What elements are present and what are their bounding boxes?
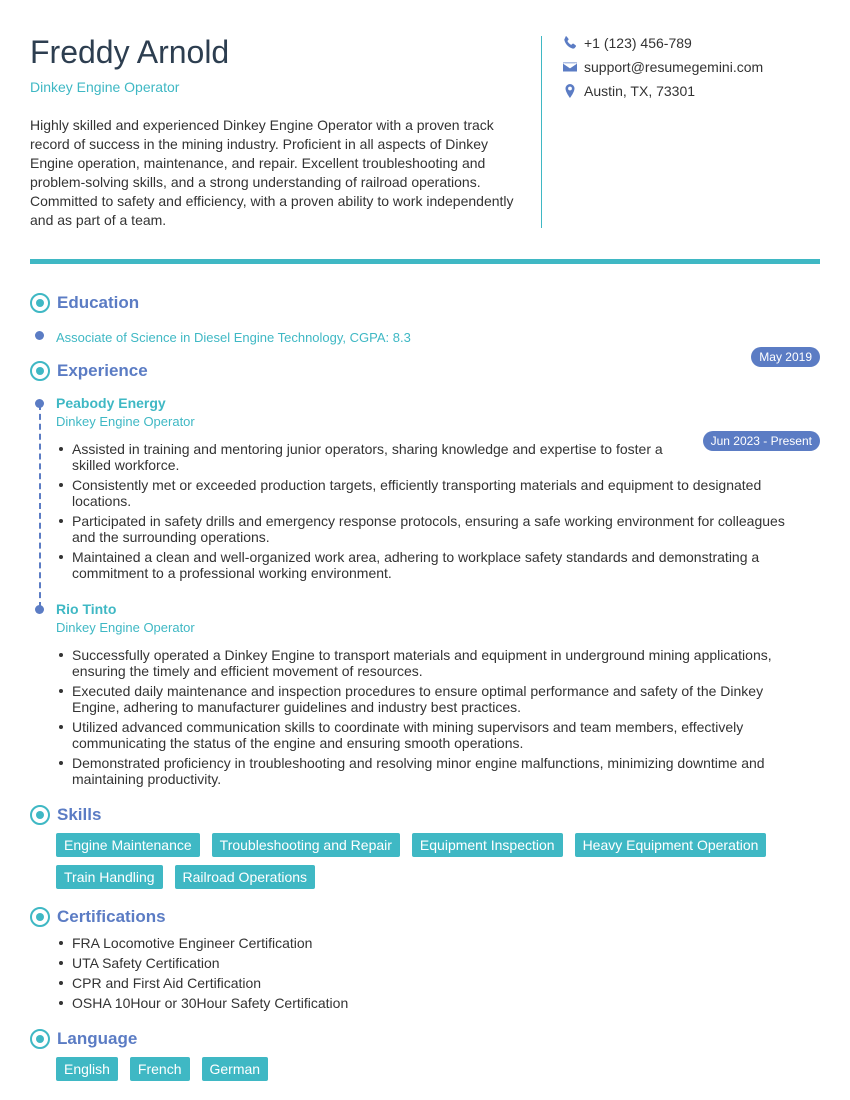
- list-item: Utilized advanced communication skills to coordinate with mining supervisors and team members, effectively communicating the status of the engine and ensuring smooth operations.: [72, 719, 800, 751]
- timeline-line: [39, 404, 41, 608]
- section-title: Education: [57, 293, 140, 312]
- list-item: Assisted in training and mentoring junior operators, sharing knowledge and expertise to foster a skilled workforce.: [72, 441, 682, 473]
- timeline-dot: [35, 605, 44, 614]
- job-role: Dinkey Engine Operator: [56, 414, 195, 429]
- timeline-dot: [35, 399, 44, 408]
- skills-tags: [56, 833, 816, 889]
- skill-tag: Engine Maintenance: [56, 833, 200, 857]
- job-date-badge: Jun 2023 - Present: [703, 431, 820, 451]
- certifications-list: [56, 935, 800, 1015]
- skill-tag: Heavy Equipment Operation: [575, 833, 767, 857]
- skill-tag: Troubleshooting and Repair: [212, 833, 400, 857]
- job-company: Peabody Energy: [56, 395, 166, 411]
- location-text: Austin, TX, 73301: [584, 83, 696, 99]
- section-bullet-icon: [30, 361, 50, 381]
- list-item: Participated in safety drills and emergency response protocols, ensuring a safe working environment for colleagues and the surrounding operations.: [72, 513, 800, 545]
- section-bullet-icon: [30, 1029, 50, 1049]
- timeline-dot: [35, 331, 44, 340]
- map-pin-icon: [562, 83, 578, 99]
- header-divider: [541, 36, 542, 228]
- education-date-badge: May 2019: [751, 347, 820, 367]
- section-title: Experience: [57, 361, 148, 380]
- section-title: Language: [57, 1029, 138, 1048]
- header-separator: [30, 259, 820, 264]
- list-item: Maintained a clean and well-organized work area, adhering to workplace safety standards and demonstrating a commitment to a professional working environment.: [72, 549, 800, 581]
- job-company: Rio Tinto: [56, 601, 117, 617]
- list-item: FRA Locomotive Engineer Certification: [72, 935, 800, 951]
- language-tag: French: [130, 1057, 190, 1081]
- section-title: Certifications: [57, 907, 166, 926]
- job-bullets: [56, 441, 800, 585]
- job-role: Dinkey Engine Operator: [56, 620, 195, 635]
- candidate-name: Freddy Arnold: [30, 34, 230, 70]
- language-header: [30, 1029, 137, 1049]
- language-tag: German: [202, 1057, 269, 1081]
- certifications-header: [30, 907, 166, 927]
- section-bullet-icon: [30, 805, 50, 825]
- summary-text: Highly skilled and experienced Dinkey Engine Operator with a proven track record of success in the mining industry. Proficient in all aspects of Dinkey Engine operation, maintenance, and repair. Excellent troubleshooting and problem-solving skills, and a strong understanding of railroad operations. Committed to safety and efficiency, with a proven ability to work independently and as part of a team.: [30, 117, 514, 228]
- skill-tag: Railroad Operations: [175, 865, 316, 889]
- list-item: CPR and First Aid Certification: [72, 975, 800, 991]
- skill-tag: Equipment Inspection: [412, 833, 563, 857]
- list-item: Successfully operated a Dinkey Engine to transport materials and equipment in underground mining applications, ensuring the timely and efficient movement of resources.: [72, 647, 800, 679]
- phone-text: +1 (123) 456-789: [584, 35, 692, 51]
- education-degree: Associate of Science in Diesel Engine Technology, CGPA: 8.3: [56, 330, 411, 345]
- list-item: Consistently met or exceeded production targets, efficiently transporting materials and equipment to designated locations.: [72, 477, 800, 509]
- skills-header: [30, 805, 101, 825]
- education-header: [30, 293, 139, 313]
- list-item: OSHA 10Hour or 30Hour Safety Certification: [72, 995, 800, 1011]
- list-item: Demonstrated proficiency in troubleshooting and resolving minor engine malfunctions, minimizing downtime and maintaining productivity.: [72, 755, 800, 787]
- contact-phone: [562, 35, 692, 51]
- list-item: UTA Safety Certification: [72, 955, 800, 971]
- phone-icon: [562, 35, 578, 51]
- contact-location: [562, 83, 695, 99]
- section-title: Skills: [57, 805, 102, 824]
- list-item: Executed daily maintenance and inspection procedures to ensure optimal performance and safety of the Dinkey Engine, adhering to manufacturer guidelines and industry best practices.: [72, 683, 800, 715]
- section-bullet-icon: [30, 293, 50, 313]
- candidate-title: Dinkey Engine Operator: [30, 79, 180, 95]
- email-text[interactable]: support@resumegemini.com: [584, 59, 764, 75]
- contact-email: [562, 59, 763, 75]
- language-tag: English: [56, 1057, 118, 1081]
- language-tags: [56, 1057, 816, 1081]
- section-bullet-icon: [30, 907, 50, 927]
- envelope-icon: [562, 59, 578, 75]
- experience-header: [30, 361, 148, 381]
- skill-tag: Train Handling: [56, 865, 163, 889]
- job-bullets: [56, 647, 800, 791]
